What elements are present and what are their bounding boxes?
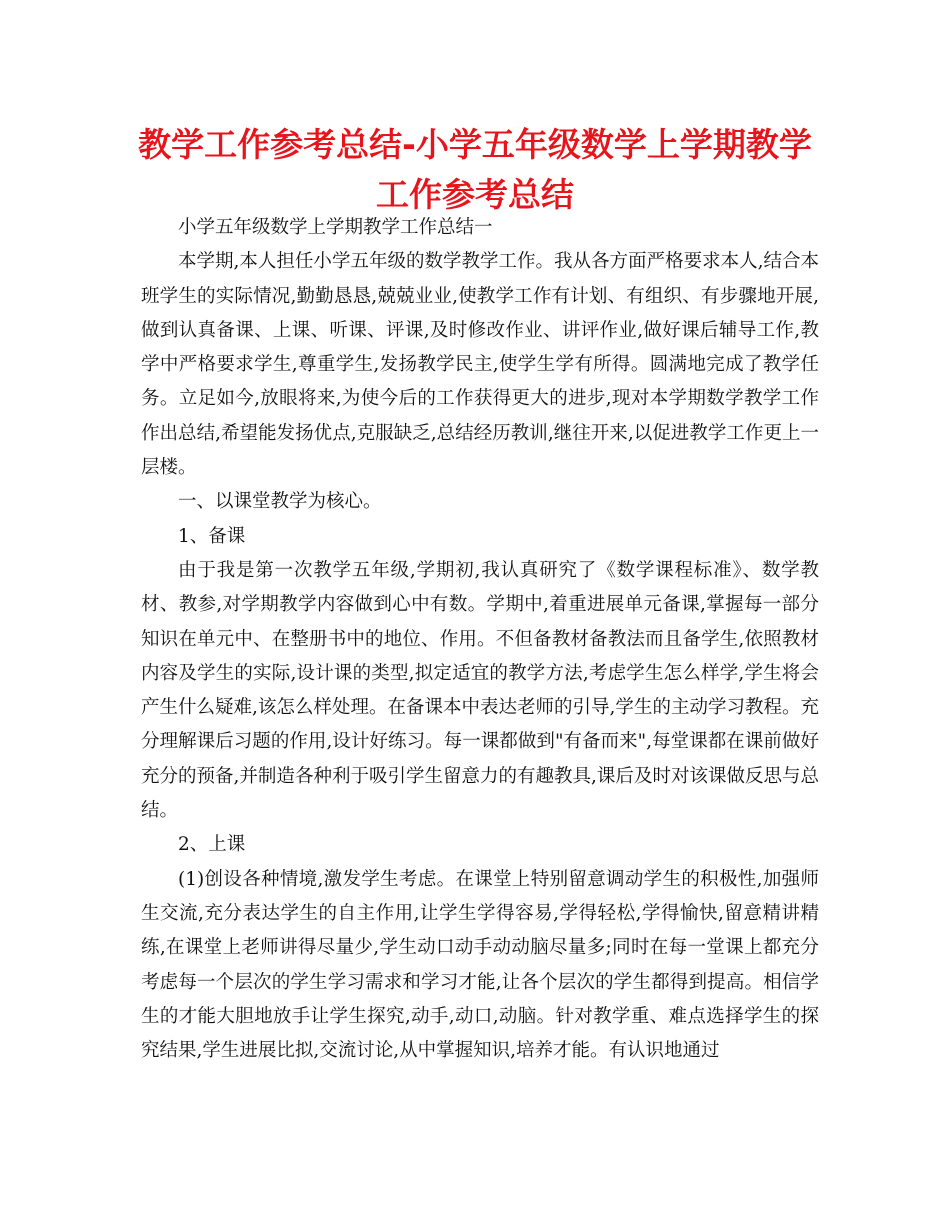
section-heading: 一、以课堂教学为核心。	[178, 491, 382, 513]
paragraph-lesson-prep: 由于我是第一次教学五年级,学期初,我认真研究了《数学课程标准》、数学教材、教参,对学期教学内容做到心中有数。学期中,着重进展单元备课,掌握每一部分知识在单元中、在整册书中的地位、作用。不但备教材备教法而且备学生,依照教材内容及学生的实际,设计课的类型,拟定适宜的教学方法,考虑学生怎么样学,学生将会产生什么疑难,该怎么样处理。在备课本中表达老师的引导,学生的主动学习教程。充分理解课后习题的作用,设计好练习。每一课都做到"有备而来",每堂课都在课前做好充分的预备,并制造各种利于吸引学生留意力的有趣教具,课后及时对该课做反思与总结。	[141, 559, 819, 822]
document-body	[141, 211, 819, 1068]
paragraph-intro: 本学期,本人担任小学五年级的数学教学工作。我从各方面严格要求本人,结合本班学生的实际情况,勤勤恳恳,兢兢业业,使教学工作有计划、有组织、有步骤地开展,做到认真备课、上课、听课、评课,及时修改作业、讲评作业,做好课后辅导工作,教学中严格要求学生,尊重学生,发扬教学民主,使学生学有所得。圆满地完成了教学任务。立足如今,放眼将来,为使今后的工作获得更大的进步,现对本学期数学教学工作作出总结,希望能发扬优点,克服缺乏,总结经历教训,继往开来,以促进教学工作更上一层楼。	[141, 251, 820, 479]
subsection-heading: 2、上课	[178, 834, 246, 856]
subsection-heading: 1、备课	[178, 525, 246, 547]
section-subtitle: 小学五年级数学上学期教学工作总结一	[178, 217, 493, 238]
paragraph-class: (1)创设各种情境,激发学生考虑。在课堂上特别留意调动学生的积极性,加强师生交流,充分表达学生的自主作用,让学生学得容易,学得轻松,学得愉快,留意精讲精练,在课堂上老师讲得尽量少,学生动口动手动动脑尽量多;同时在每一堂课上都充分考虑每一个层次的学生学习需求和学习才能,让各个层次的学生都得到提高。相信学生的才能大胆地放手让学生探究,动手,动口,动脑。针对教学重、难点选择学生的探究结果,学生进展比拟,交流讨论,从中掌握知识,培养才能。有认识地通过	[141, 868, 819, 1062]
page-title: 教学工作参考总结-小学五年级数学上学期教学工作参考总结	[138, 125, 812, 214]
